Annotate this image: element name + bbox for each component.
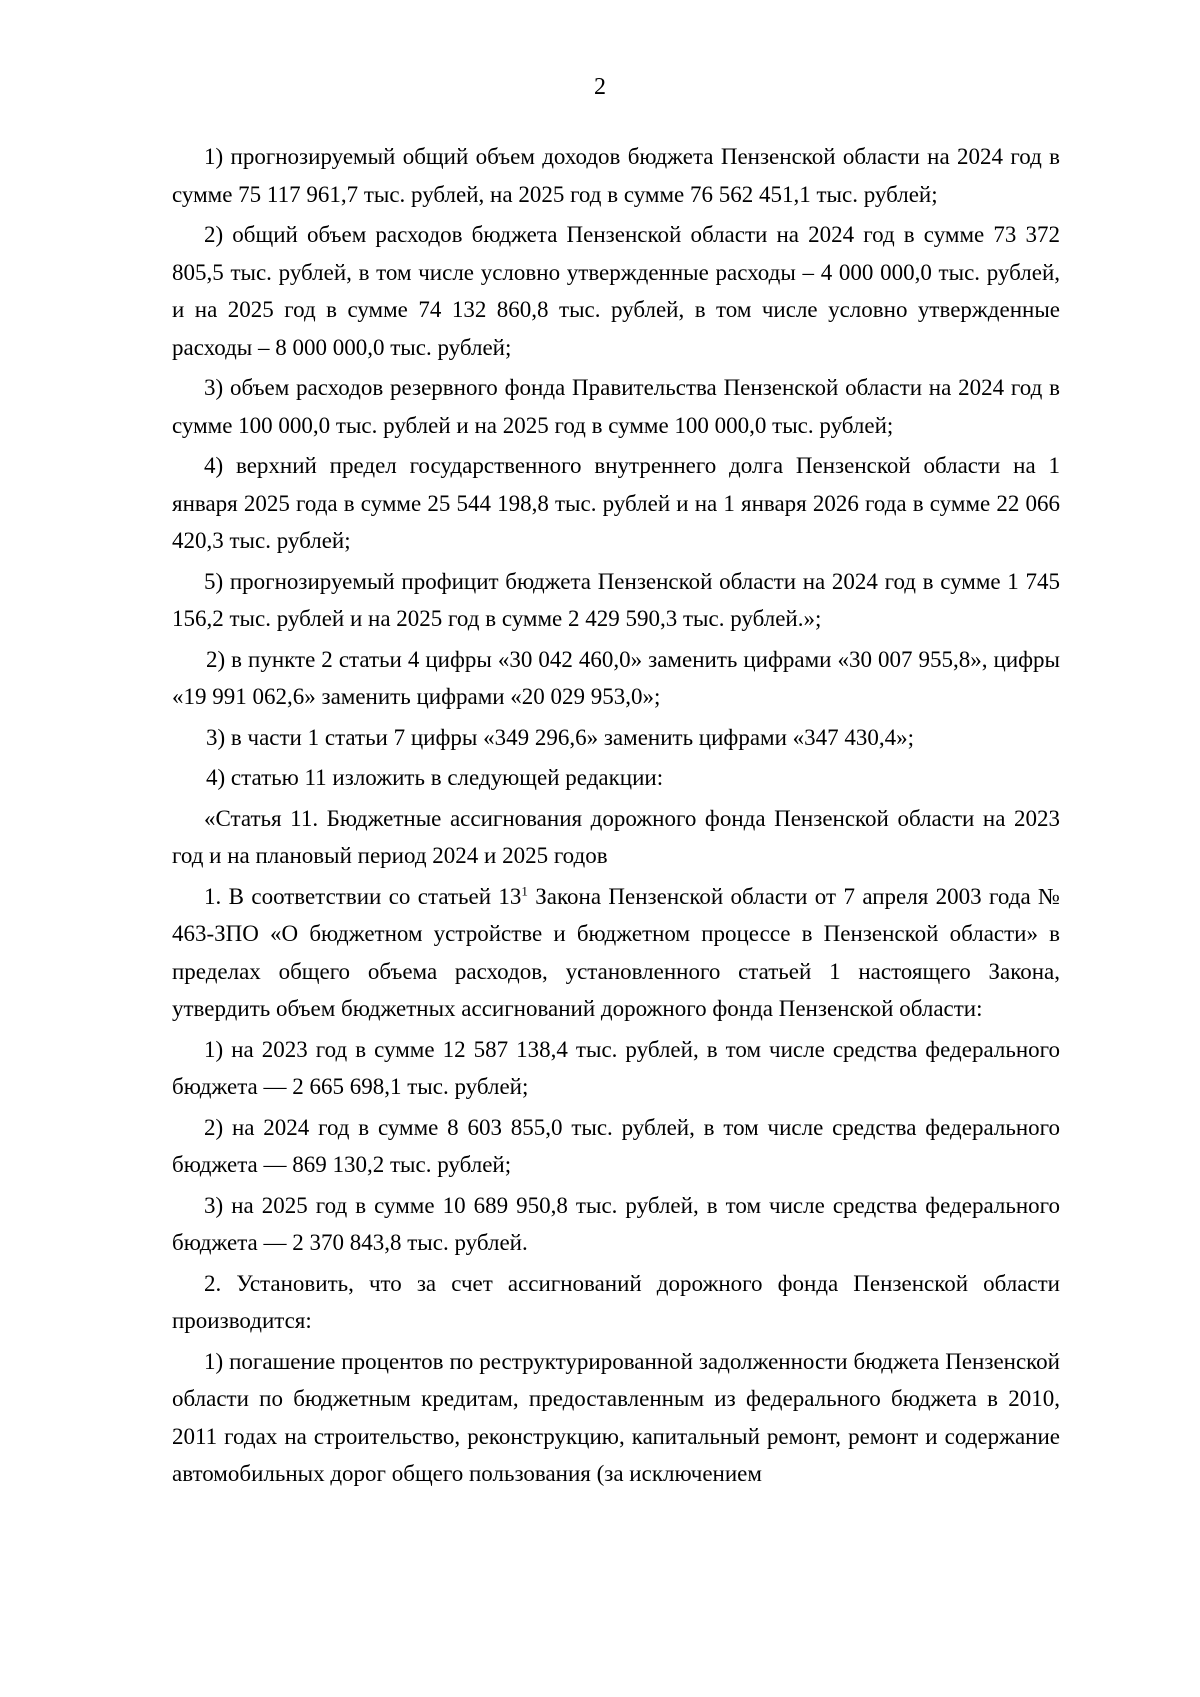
paragraph-debt-limit: 4) верхний предел государственного внутреннего долга Пензенской области на 1 января 2025 года в сумме 25 544 198,8 тыс. рублей и на 1 января 2026 года в сумме 22 066 420,3 тыс. рублей; <box>172 453 1060 553</box>
document-body <box>172 138 1060 1496</box>
article-11-item-1-after: Закона Пензенской области от 7 апреля 2003 года № 463-ЗПО «О бюджетном устройстве и бюджетном процессе в Пензенской области» в пределах общего объема расходов, установленного статьей 1 настоящего Закона, утвердить объем бюджетных ассигнований дорожного фонда Пензенской области: <box>172 883 1060 1021</box>
paragraph-expenses-2024-2025: 2) общий объем расходов бюджета Пензенской области на 2024 год в сумме 73 372 805,5 тыс. рублей, в том числе условно утвержденные расходы – 4 000 000,0 тыс. рублей, и на 2025 год в сумме 74 132 860,8 тыс. рублей, в том числе условно утвержденные расходы – 8 000 000,0 тыс. рублей; <box>172 222 1060 360</box>
paragraph-amend-article-4: 2) в пункте 2 статьи 4 цифры «30 042 460,0» заменить цифрами «30 007 955,8», цифры «19 991 062,6» заменить цифрами «20 029 953,0»; <box>172 646 1060 709</box>
paragraph-income-2024-2025: 1) прогнозируемый общий объем доходов бюджета Пензенской области на 2024 год в сумме 75 117 961,7 тыс. рублей, на 2025 год в сумме 76 562 451,1 тыс. рублей; <box>172 144 1060 207</box>
paragraph-road-fund-2024: 2) на 2024 год в сумме 8 603 855,0 тыс. рублей, в том числе средства федерального бюджета — 869 130,2 тыс. рублей; <box>172 1114 1060 1177</box>
article-11-item-2: 2. Установить, что за счет ассигнований дорожного фонда Пензенской области производится: <box>172 1270 1060 1333</box>
article-11-title: «Статья 11. Бюджетные ассигнования дорожного фонда Пензенской области на 2023 год и на плановый период 2024 и 2025 годов <box>172 805 1060 868</box>
paragraph-reserve-fund: 3) объем расходов резервного фонда Правительства Пензенской области на 2024 год в сумме 100 000,0 тыс. рублей и на 2025 год в сумме 100 000,0 тыс. рублей; <box>172 375 1060 438</box>
superscript-index: 1 <box>521 882 528 898</box>
paragraph-interest-repayment: 1) погашение процентов по реструктурированной задолженности бюджета Пензенской области по бюджетным кредитам, предоставленным из федерального бюджета в 2010, 2011 годах на строительство, реконструкцию, капитальный ремонт, ремонт и содержание автомобильных дорог общего пользования (за исключением <box>172 1348 1060 1486</box>
paragraph-amend-article-7: 3) в части 1 статьи 7 цифры «349 296,6» заменить цифрами «347 430,4»; <box>206 724 915 750</box>
paragraph-road-fund-2023: 1) на 2023 год в сумме 12 587 138,4 тыс. рублей, в том числе средства федерального бюджета — 2 665 698,1 тыс. рублей; <box>172 1036 1060 1099</box>
page-number: 2 <box>594 74 606 100</box>
article-11-item-1-before: 1. В соответствии со статьей 13 <box>204 883 522 909</box>
paragraph-amend-article-11: 4) статью 11 изложить в следующей редакции: <box>206 765 664 790</box>
article-11-item-1 <box>172 878 1060 1028</box>
paragraph-surplus: 5) прогнозируемый профицит бюджета Пензенской области на 2024 год в сумме 1 745 156,2 тыс. рублей и на 2025 год в сумме 2 429 590,3 тыс. рублей.»; <box>172 568 1060 631</box>
paragraph-road-fund-2025: 3) на 2025 год в сумме 10 689 950,8 тыс. рублей, в том числе средства федерального бюджета — 2 370 843,8 тыс. рублей. <box>172 1192 1060 1255</box>
